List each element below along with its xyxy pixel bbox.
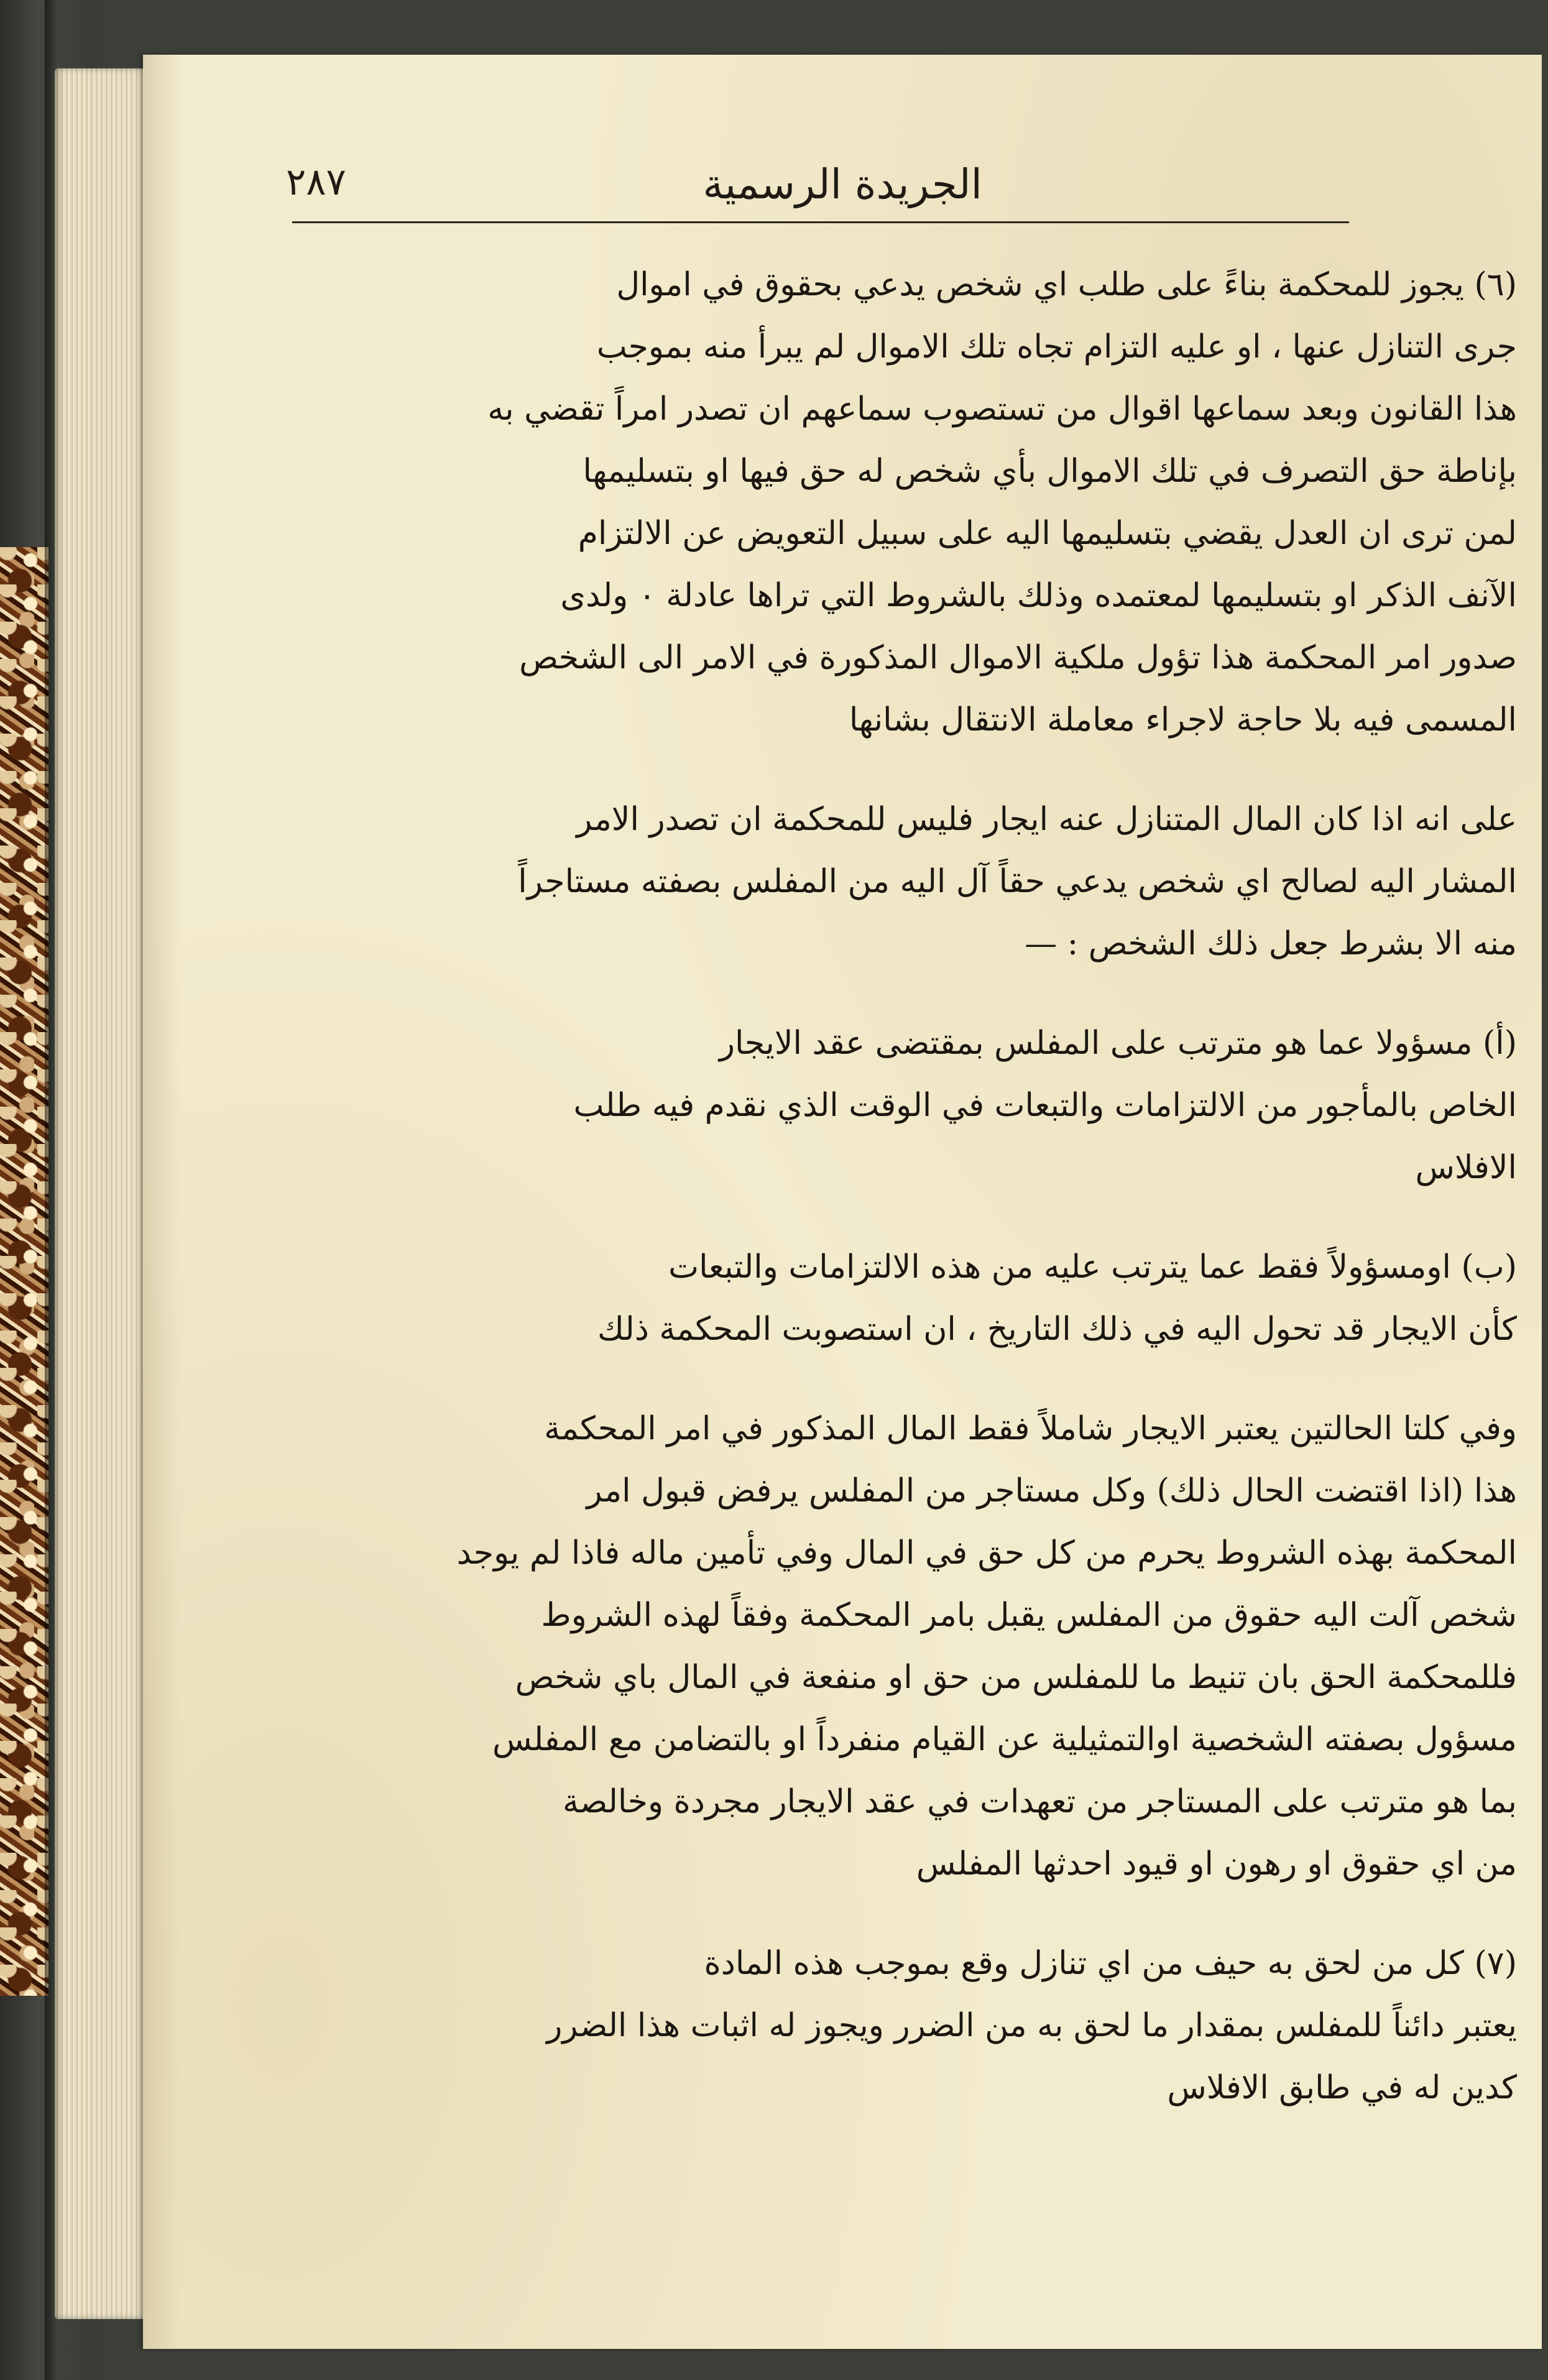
paragraph-a [417,1012,1517,1199]
text-line: من اي حقوق او رهون او قيود احدثها المفلس [916,1845,1517,1883]
text-line: مسؤول بصفته الشخصية اوالتمثيلية عن القيام منفرداً او بالتضامن مع المفلس [492,1721,1517,1758]
page-edges [55,68,154,2319]
text-line: المحكمة بهذه الشروط يحرم من كل حق في المال وفي تأمين ماله فاذا لم يوجد [456,1534,1517,1572]
text-line: (ب) اومسؤولاً فقط عما يترتب عليه من هذه الالتزامات والتبعات [668,1248,1517,1286]
header-title: الجريدة الرسمية [703,160,982,208]
page-number: ٢٨٧ [286,160,346,204]
book-page [143,55,1542,2349]
text-line: جرى التنازل عنها ، او عليه التزام تجاه تلك الاموال لم يبرأ منه بموجب [596,328,1517,366]
text-line: هذا القانون وبعد سماعها اقوال من تستصوب سماعهم ان تصدر امراً تقضي به [487,390,1517,428]
paragraph-7 [417,1932,1517,2119]
text-line: شخص آلت اليه حقوق من المفلس يقبل بامر المحكمة وفقاً لهذه الشروط [541,1597,1517,1634]
text-line: على انه اذا كان المال المتنازل عنه ايجار فليس للمحكمة ان تصدر الامر [576,801,1517,838]
text-line: يعتبر دائناً للمفلس بمقدار ما لحق به من الضرر ويجوز له اثبات هذا الضرر [546,2007,1517,2044]
text-line: (أ) مسؤولا عما هو مترتب على المفلس بمقتضى عقد الايجار [719,1025,1517,1062]
text-line: (٧) كل من لحق به حيف من اي تنازل وقع بموجب هذه المادة [704,1945,1517,1982]
text-line: بإناطة حق التصرف في تلك الاموال بأي شخص له حق فيها او بتسليمها [583,453,1517,490]
header-rule [292,221,1349,223]
paragraph-both-cases [417,1398,1517,1895]
paragraph-proviso [417,788,1517,975]
text-line: الخاص بالمأجور من الالتزامات والتبعات في الوقت الذي نقدم فيه طلب [573,1087,1517,1124]
text-line: هذا (اذا اقتضت الحال ذلك) وكل مستاجر من المفلس يرفض قبول امر [586,1472,1517,1510]
text-line: المسمى فيه بلا حاجة لاجراء معاملة الانتقال بشانها [849,701,1517,739]
text-line: الآنف الذكر او بتسليمها لمعتمده وذلك بالشروط التي تراها عادلة ٠ ولدى [560,577,1517,614]
text-line: الافلاس [1415,1149,1517,1186]
text-line: لمن ترى ان العدل يقضي بتسليمها اليه على سبيل التعويض عن الالتزام [578,515,1517,552]
text-line: كدين له في طابق الافلاس [1167,2069,1517,2106]
marbled-cover-edge [0,547,48,1996]
text-line: وفي كلتا الحالتين يعتبر الايجار شاملاً فقط المال المذكور في امر المحكمة [544,1410,1517,1447]
paragraph-6 [417,254,1517,751]
text-line: منه الا بشرط جعل ذلك الشخص : — [1025,925,1517,962]
text-line: بما هو مترتب على المستاجر من تعهدات في عقد الايجار مجردة وخالصة [563,1783,1517,1820]
text-line: كأن الايجار قد تحول اليه في ذلك التاريخ ، ان استصوبت المحكمة ذلك [597,1311,1517,1348]
text-line: فللمحكمة الحق بان تنيط ما للمفلس من حق او منفعة في المال باي شخص [515,1659,1517,1696]
paragraph-b [417,1236,1517,1360]
page-body [417,254,1517,2156]
running-header [286,160,1355,235]
text-line: المشار اليه لصالح اي شخص يدعي حقاً آل اليه من المفلس بصفته مستاجراً [518,863,1517,900]
text-line: صدور امر المحكمة هذا تؤول ملكية الاموال المذكورة في الامر الى الشخص [519,639,1517,676]
text-line: (٦) يجوز للمحكمة بناءً على طلب اي شخص يدعي بحقوق في اموال [616,266,1517,303]
